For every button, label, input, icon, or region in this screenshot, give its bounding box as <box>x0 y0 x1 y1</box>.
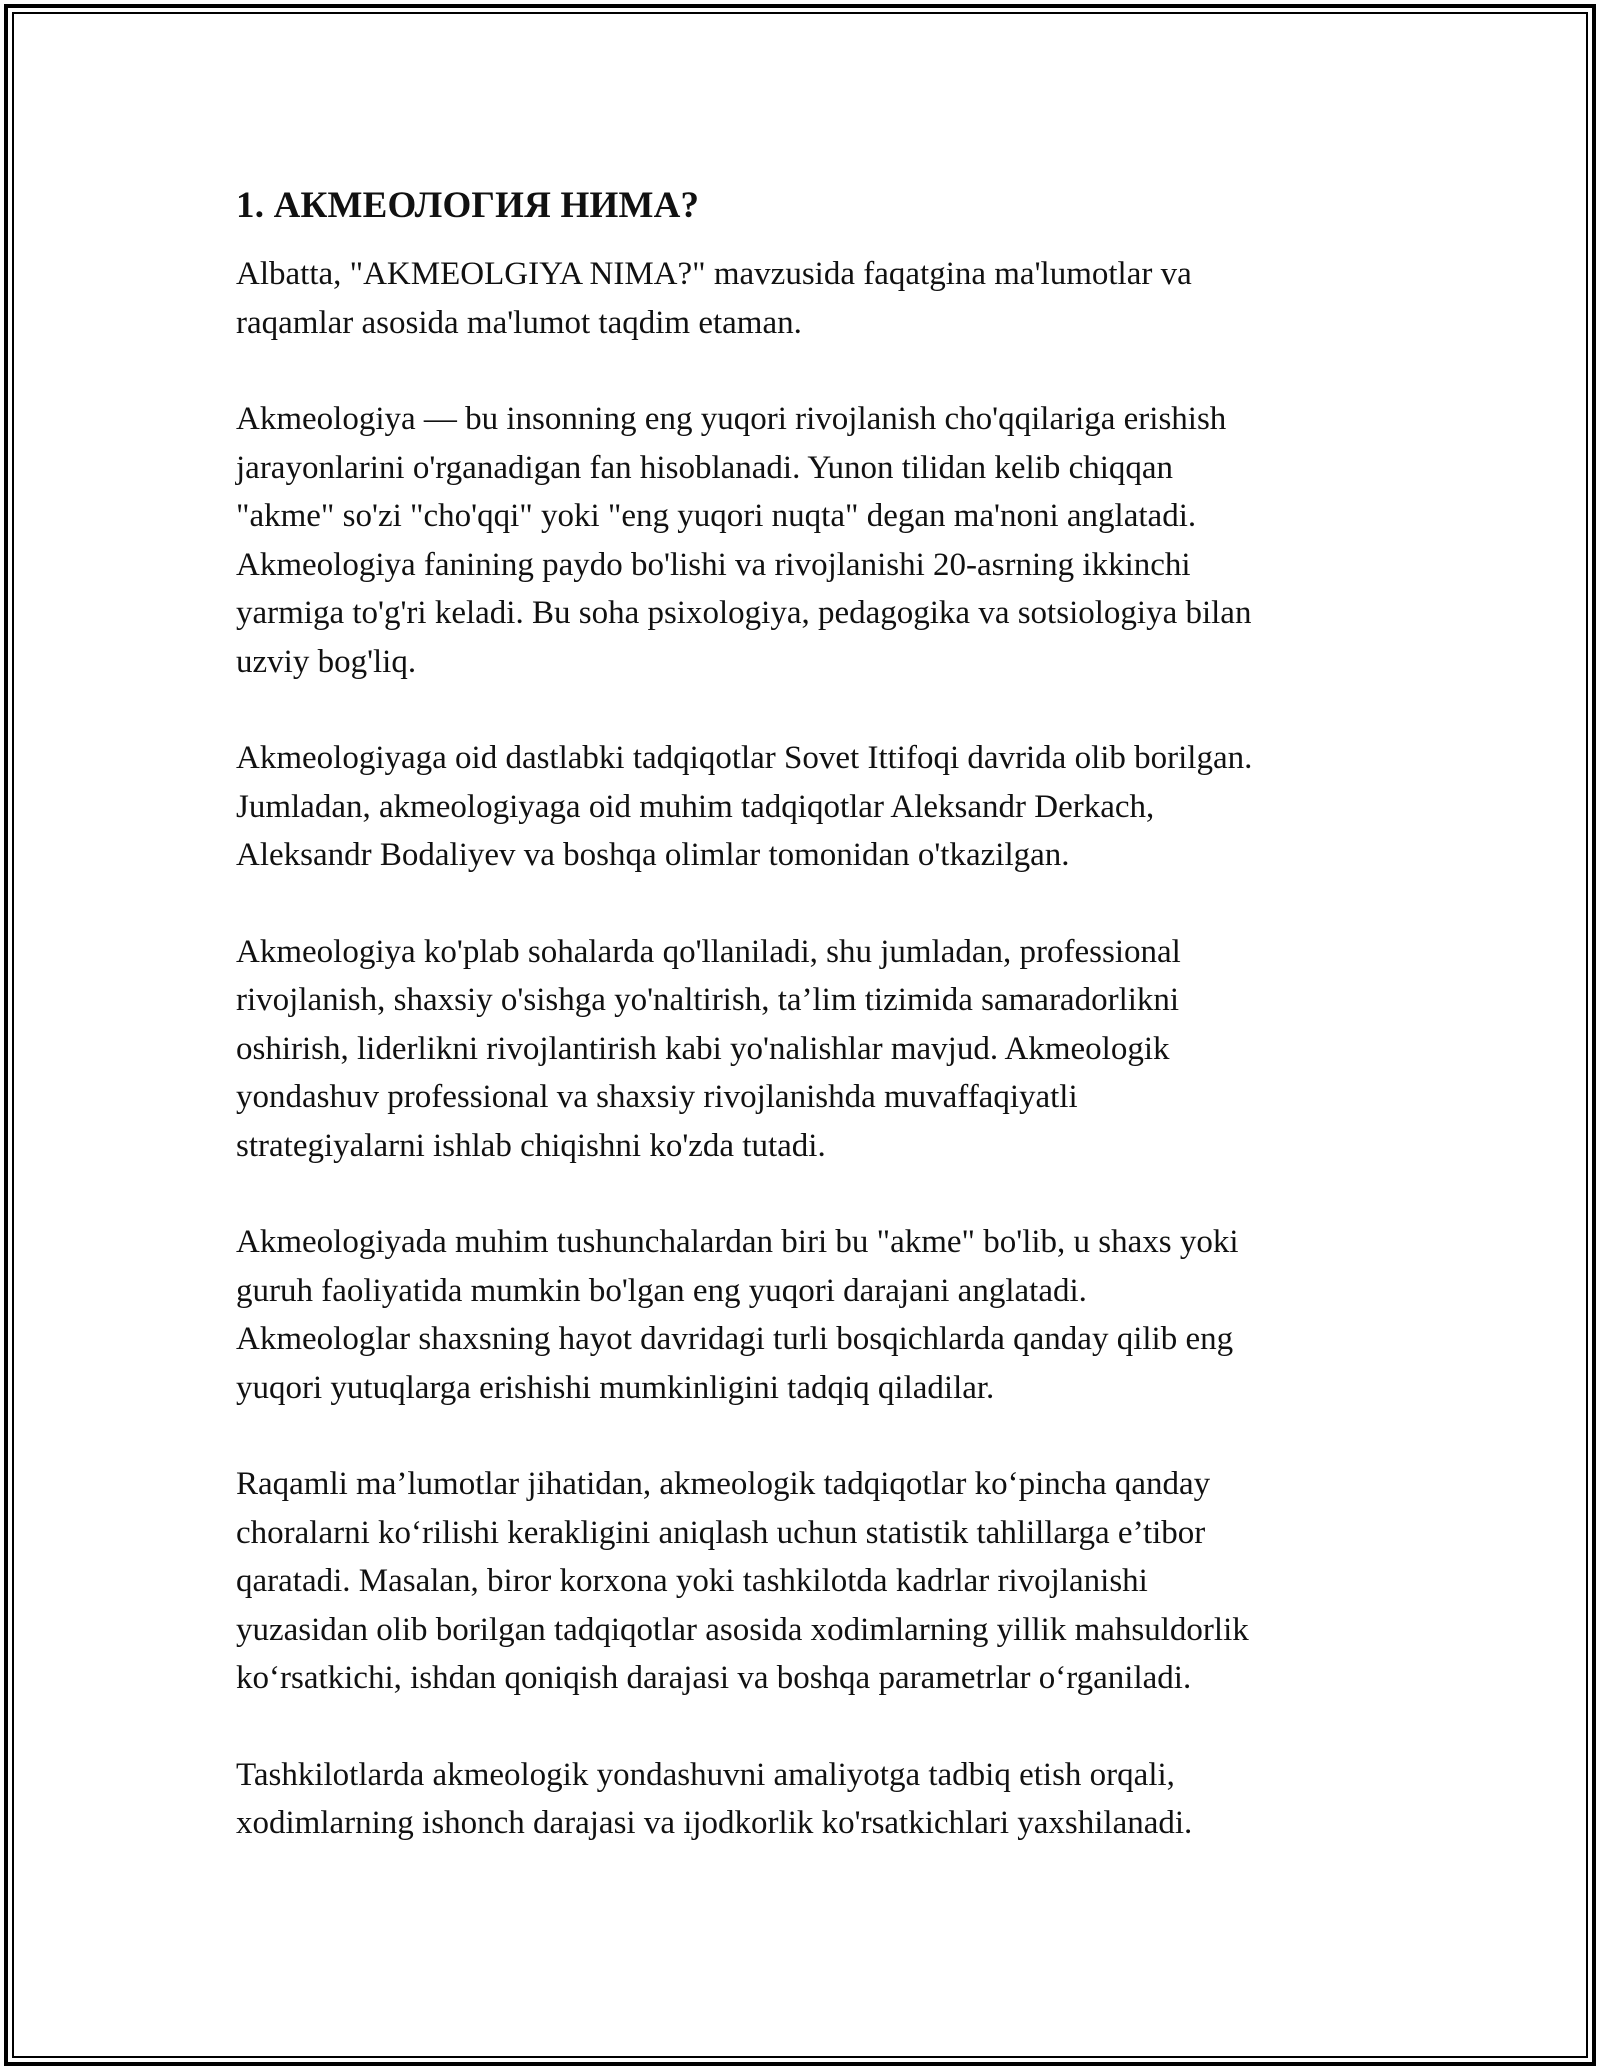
paragraph-history: Akmeologiyaga oid dastlabki tadqiqotlar Sovet Ittifoqi davrida olib borilgan. Jumladan, akmeologiyaga oid muhim tadqiqotlar Aleksandr Derkach, Aleksandr Bodaliyev va boshqa olimlar tomonidan o'tkazilgan. <box>236 740 1253 873</box>
paragraph-numeric-data: Raqamli ma’lumotlar jihatidan, akmeologik tadqiqotlar koʻpincha qanday choralarni koʻrilishi kerakligini aniqlash uchun statistik tahlillarga e’tibor qaratadi. Masalan, biror korxona yoki tashkilotda kadrlar rivojlanishi yuzasidan olib borilgan tadqiqotlar asosida xodimlarning yillik mahsuldorlik koʻrsatkichi, ishdan qoniqish darajasi va boshqa parametrlar oʻrganiladi. <box>236 1466 1249 1696</box>
paragraph-applications: Akmeologiya ko'plab sohalarda qo'llaniladi, shu jumladan, professional rivojlanish, shaxsiy o'sishga yo'naltirish, ta’lim tizimida samaradorlikni oshirish, liderlikni rivojlantirish kabi yo'nalishlar mavjud. Akmeologik yondashuv professional va shaxsiy rivojlanishda muvaffaqiyatli strategiyalarni ishlab chiqishni ko'zda tutadi. <box>236 933 1181 1164</box>
paragraph-organizations: Tashkilotlarda akmeologik yondashuvni amaliyotga tadbiq etish orqali, xodimlarning ishonch darajasi va ijodkorlik ko'rsatkichlari yaxshilanadi. <box>236 1756 1193 1841</box>
paragraph-intro: Albatta, "AKMEOLGIYA NIMA?" mavzusida faqatgina ma'lumotlar va raqamlar asosida ma'lumot taqdim etaman. <box>236 256 1192 341</box>
document-title: 1. АКМЕОЛОГИЯ НИМА? <box>236 185 700 226</box>
paragraph-akme-concept: Akmeologiyada muhim tushunchalardan biri bu "akme" bo'lib, u shaxs yoki guruh faoliyatida mumkin bo'lgan eng yuqori darajani anglatadi. Akmeologlar shaxsning hayot davridagi turli bosqichlarda qanday qilib eng yuqori yutuqlarga erishishi mumkinligini tadqiq qiladilar. <box>236 1224 1239 1406</box>
paragraph-definition: Akmeologiya — bu insonning eng yuqori rivojlanish cho'qqilariga erishish jarayonlarini o'rganadigan fan hisoblanadi. Yunon tilidan kelib chiqqan "akme" so'zi "cho'qqi" yoki "eng yuqori nuqta" degan ma'noni anglatadi. Akmeologiya fanining paydo bo'lishi va rivojlanishi 20-asrning ikkinchi yarmiga to'g'ri keladi. Bu soha psixologiya, pedagogika va sotsiologiya bilan uzviy bog'liq. <box>236 401 1252 680</box>
document-body <box>236 182 1376 1896</box>
